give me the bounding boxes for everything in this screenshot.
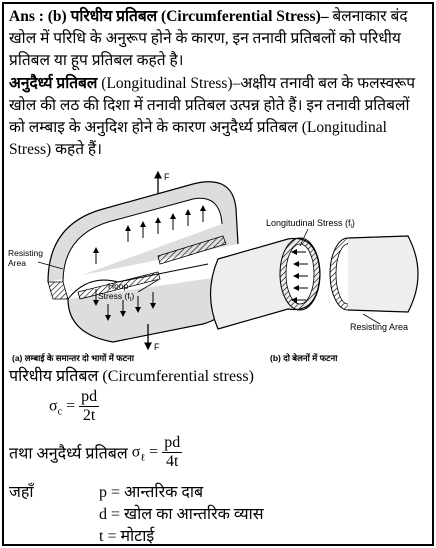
answer-paragraph bbox=[9, 6, 429, 72]
stress-figure bbox=[8, 164, 432, 364]
force-top-label: F bbox=[164, 172, 170, 182]
resisting-area-label-left bbox=[8, 248, 45, 268]
d-definition: d = खोल का आन्तरिक व्यास bbox=[99, 506, 264, 523]
p-definition: p = आन्तरिक दाब bbox=[99, 484, 204, 501]
longitudinal-stress-diagram bbox=[211, 218, 419, 363]
force-bottom-label: F bbox=[154, 342, 160, 352]
answer-page bbox=[2, 2, 434, 546]
hoop-formula: $\sigma_c$ = $\frac{pd}{2t}$ bbox=[49, 388, 98, 424]
where-label: जहाँ bbox=[9, 484, 34, 501]
longitudinal-text: (Longitudinal Stress)–अक्षीय तनावी बल के फलस्वरूप खोल की लठ की दिशा में तनावी प्रतिबल उत्पन्न होते हैं। इन तनावी प्रतिबलों को लम्बाइ के अनुदिश होने के कारण अनुदैर्ध्य प्रतिबल (Longitudinal Stress) कहते हैं। bbox=[9, 75, 416, 158]
t-definition: t = मोटाई bbox=[99, 528, 155, 545]
longitudinal-stress-label: Longitudinal Stress $(f_l)$ bbox=[266, 218, 355, 230]
hoop-formula-label: परिधीय प्रतिबल (Circumferential stress) bbox=[9, 368, 254, 385]
resisting-area-line1: Resisting bbox=[8, 248, 43, 258]
resisting-area-label-right: Resisting Area bbox=[350, 322, 409, 332]
caption-a: (a) लम्बाई के समान्तर दो भागों में फटना bbox=[12, 353, 134, 363]
resisting-area-line2: Area bbox=[8, 258, 26, 268]
caption-b: (b) दो बेलनों में फटना bbox=[270, 353, 338, 363]
answer-heading: Ans : (b) परिधीय प्रतिबल (Circumferential Stress)– bbox=[9, 8, 329, 25]
longitudinal-heading: अनुदैर्ध्य प्रतिबल bbox=[9, 75, 98, 92]
hoop-stress-label: Hoop Stress $(f_t)$ bbox=[98, 281, 135, 303]
answer-text: बेलनाकार बंद खोल में परिधि के अनुरूप होने के कारण, इन तनावी प्रतिबलों को परिधीय प्रतिबल या हूप प्रतिबल कहते है। bbox=[9, 8, 408, 69]
longitudinal-formula: तथा अनुदैर्ध्य प्रतिबल $\sigma_\ell$ = $\frac{pd}{4t}$ bbox=[9, 434, 181, 470]
hoop-stress-diagram bbox=[8, 172, 240, 363]
longitudinal-paragraph bbox=[9, 73, 429, 161]
